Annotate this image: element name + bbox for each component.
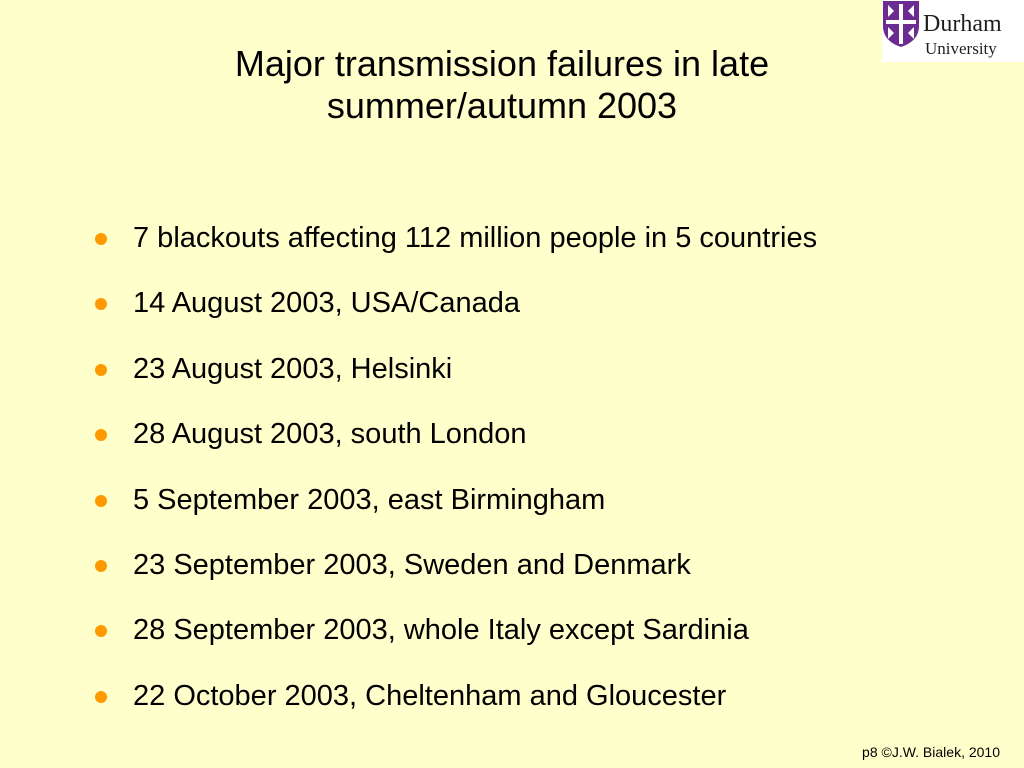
list-item: [95, 216, 817, 281]
bullet-icon: [95, 233, 107, 245]
bullet-text: 28 September 2003, whole Italy except Sardinia: [133, 614, 749, 647]
list-item: [95, 347, 817, 412]
slide-title-line-1: Major transmission failures in late: [234, 43, 770, 84]
bullet-icon: [95, 364, 107, 376]
list-item: [95, 543, 817, 608]
bullet-icon: [95, 691, 107, 703]
slide-title: [150, 43, 854, 127]
logo-name: Durham: [923, 11, 1002, 37]
bullet-icon: [95, 560, 107, 572]
slide-title-line-2: summer/autumn 2003: [326, 85, 678, 126]
bullet-text: 23 September 2003, Sweden and Denmark: [133, 548, 691, 581]
list-item: [95, 281, 817, 346]
bullet-text: 22 October 2003, Cheltenham and Gloucester: [133, 679, 727, 712]
bullet-text: 14 August 2003, USA/Canada: [133, 287, 520, 320]
bullet-icon: [95, 298, 107, 310]
logo-subtitle: University: [925, 39, 997, 58]
list-item: [95, 478, 817, 543]
durham-crest-icon: [882, 0, 920, 48]
bullet-text: 5 September 2003, east Birmingham: [133, 483, 606, 516]
bullet-text: 23 August 2003, Helsinki: [133, 352, 453, 385]
bullet-text: 7 blackouts affecting 112 million people in 5 countries: [133, 222, 818, 254]
bullet-icon: [95, 495, 107, 507]
slide-footer: p8 ©J.W. Bialek, 2010: [862, 744, 1000, 760]
bullet-list: [95, 216, 817, 739]
bullet-icon: [95, 429, 107, 441]
bullet-icon: [95, 625, 107, 637]
university-logo: [882, 0, 1024, 62]
bullet-text: 28 August 2003, south London: [133, 418, 527, 451]
list-item: [95, 674, 817, 739]
list-item: [95, 412, 817, 477]
list-item: [95, 608, 817, 673]
